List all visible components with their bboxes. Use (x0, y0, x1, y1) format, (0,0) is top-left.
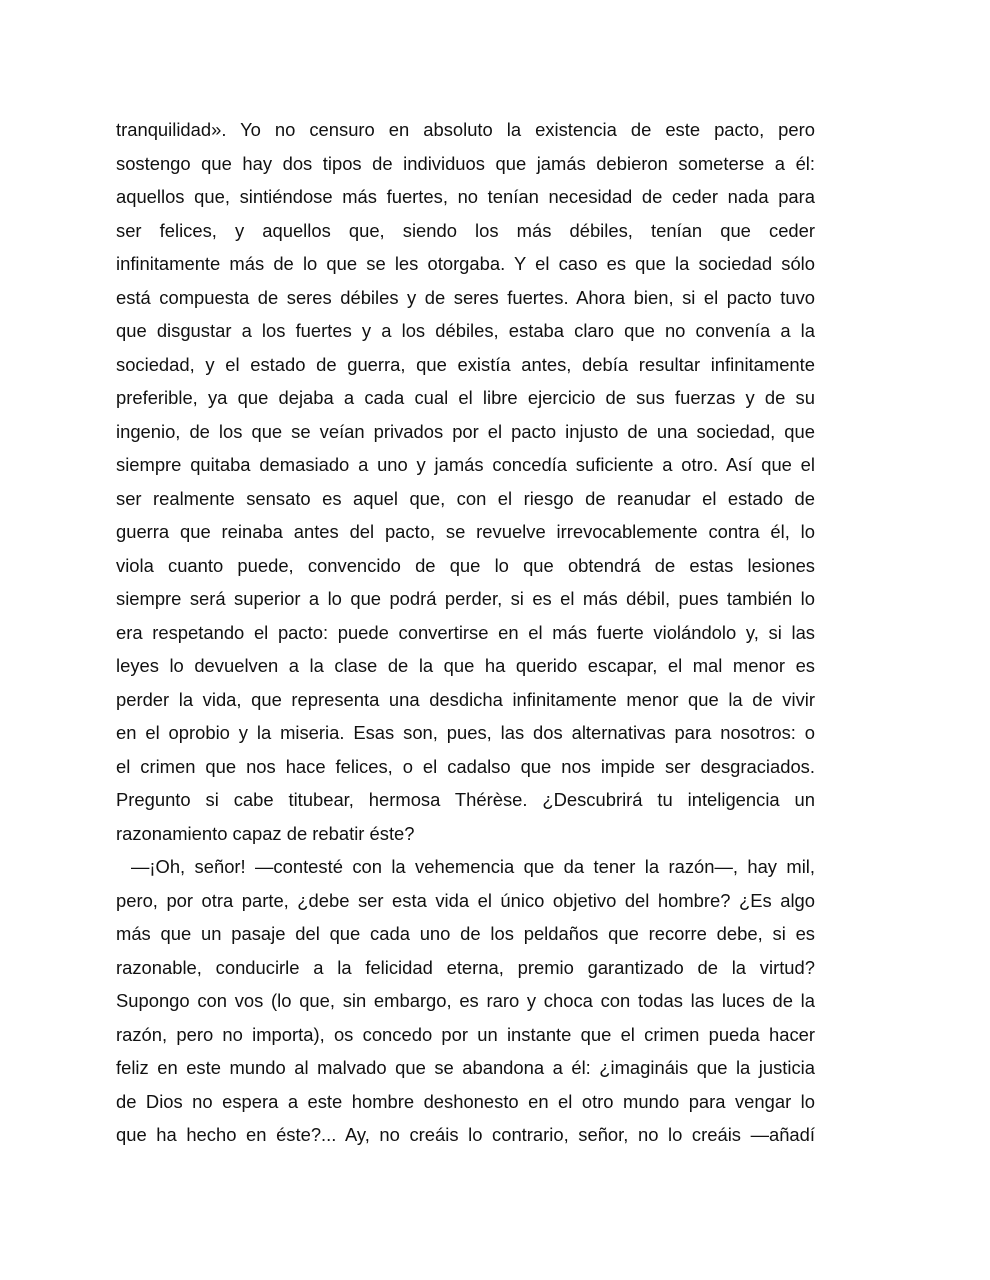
text-line: —¡Oh, señor! —contesté con la vehemencia que da tener la razón—, hay mil, (131, 856, 815, 877)
text-line: leyes lo devuelven a la clase de la que ha querido escapar, el mal menor es (116, 655, 815, 676)
text-line: feliz en este mundo al malvado que se abandona a él: ¿imagináis que la justicia (116, 1057, 815, 1078)
text-line: Supongo con vos (lo que, sin embargo, es raro y choca con todas las luces de la (116, 990, 815, 1011)
text-line: guerra que reinaba antes del pacto, se revuelve irrevocablemente contra él, lo (116, 521, 815, 542)
text-line: preferible, ya que dejaba a cada cual el libre ejercicio de sus fuerzas y de su (116, 387, 815, 408)
text-line: tranquilidad». Yo no censuro en absoluto la existencia de este pacto, pero (116, 119, 815, 140)
text-line: razón, pero no importa), os concedo por un instante que el crimen pueda hacer (116, 1023, 815, 1045)
text-line: ingenio, de los que se veían privados por el pacto injusto de una sociedad, que (116, 420, 815, 442)
text-line: razonable, conducirle a la felicidad eterna, premio garantizado de la virtud? (116, 956, 815, 978)
text-line: que ha hecho en éste?... Ay, no creáis lo contrario, señor, no lo creáis —añadí (116, 1124, 815, 1145)
text-line: pero, por otra parte, ¿debe ser esta vida el único objetivo del hombre? ¿Es algo (116, 889, 815, 911)
text-line: de Dios no espera a este hombre deshonesto en el otro mundo para vengar lo (116, 1090, 815, 1112)
paragraph (116, 113, 815, 850)
text-line: está compuesta de seres débiles y de seres fuertes. Ahora bien, si el pacto tuvo (116, 286, 815, 308)
text-line: el crimen que nos hace felices, o el cadalso que nos impide ser desgraciados. (116, 755, 815, 777)
text-line: siempre quitaba demasiado a uno y jamás concedía suficiente a otro. Así que el (116, 454, 815, 475)
text-line: era respetando el pacto: puede convertirse en el más fuerte violándolo y, si las (116, 621, 815, 643)
text-line: en el oprobio y la miseria. Esas son, pues, las dos alternativas para nosotros: o (116, 722, 815, 743)
text-line: razonamiento capaz de rebatir éste? (116, 822, 415, 844)
text-line: sostengo que hay dos tipos de individuos que jamás debieron someterse a él: (116, 152, 815, 174)
text-line: perder la vida, que representa una desdicha infinitamente menor que la de vivir (116, 688, 815, 710)
text-line: Pregunto si cabe titubear, hermosa Thérèse. ¿Descubrirá tu inteligencia un (116, 789, 815, 810)
text-line: más que un pasaje del que cada uno de los peldaños que recorre debe, si es (116, 923, 815, 944)
text-line: sociedad, y el estado de guerra, que existía antes, debía resultar infinitamente (116, 353, 815, 375)
document-page (116, 113, 815, 1152)
paragraph (116, 850, 815, 1152)
text-line: infinitamente más de lo que se les otorgaba. Y el caso es que la sociedad sólo (116, 253, 815, 274)
text-line: viola cuanto puede, convencido de que lo que obtendrá de estas lesiones (116, 554, 815, 576)
text-line: ser felices, y aquellos que, siendo los más débiles, tenían que ceder (116, 219, 815, 241)
text-line: siempre será superior a lo que podrá perder, si es el más débil, pues también lo (116, 588, 815, 609)
text-line: aquellos que, sintiéndose más fuertes, no tenían necesidad de ceder nada para (116, 186, 815, 207)
text-line: ser realmente sensato es aquel que, con el riesgo de reanudar el estado de (116, 487, 815, 509)
text-line: que disgustar a los fuertes y a los débiles, estaba claro que no convenía a la (116, 320, 815, 341)
